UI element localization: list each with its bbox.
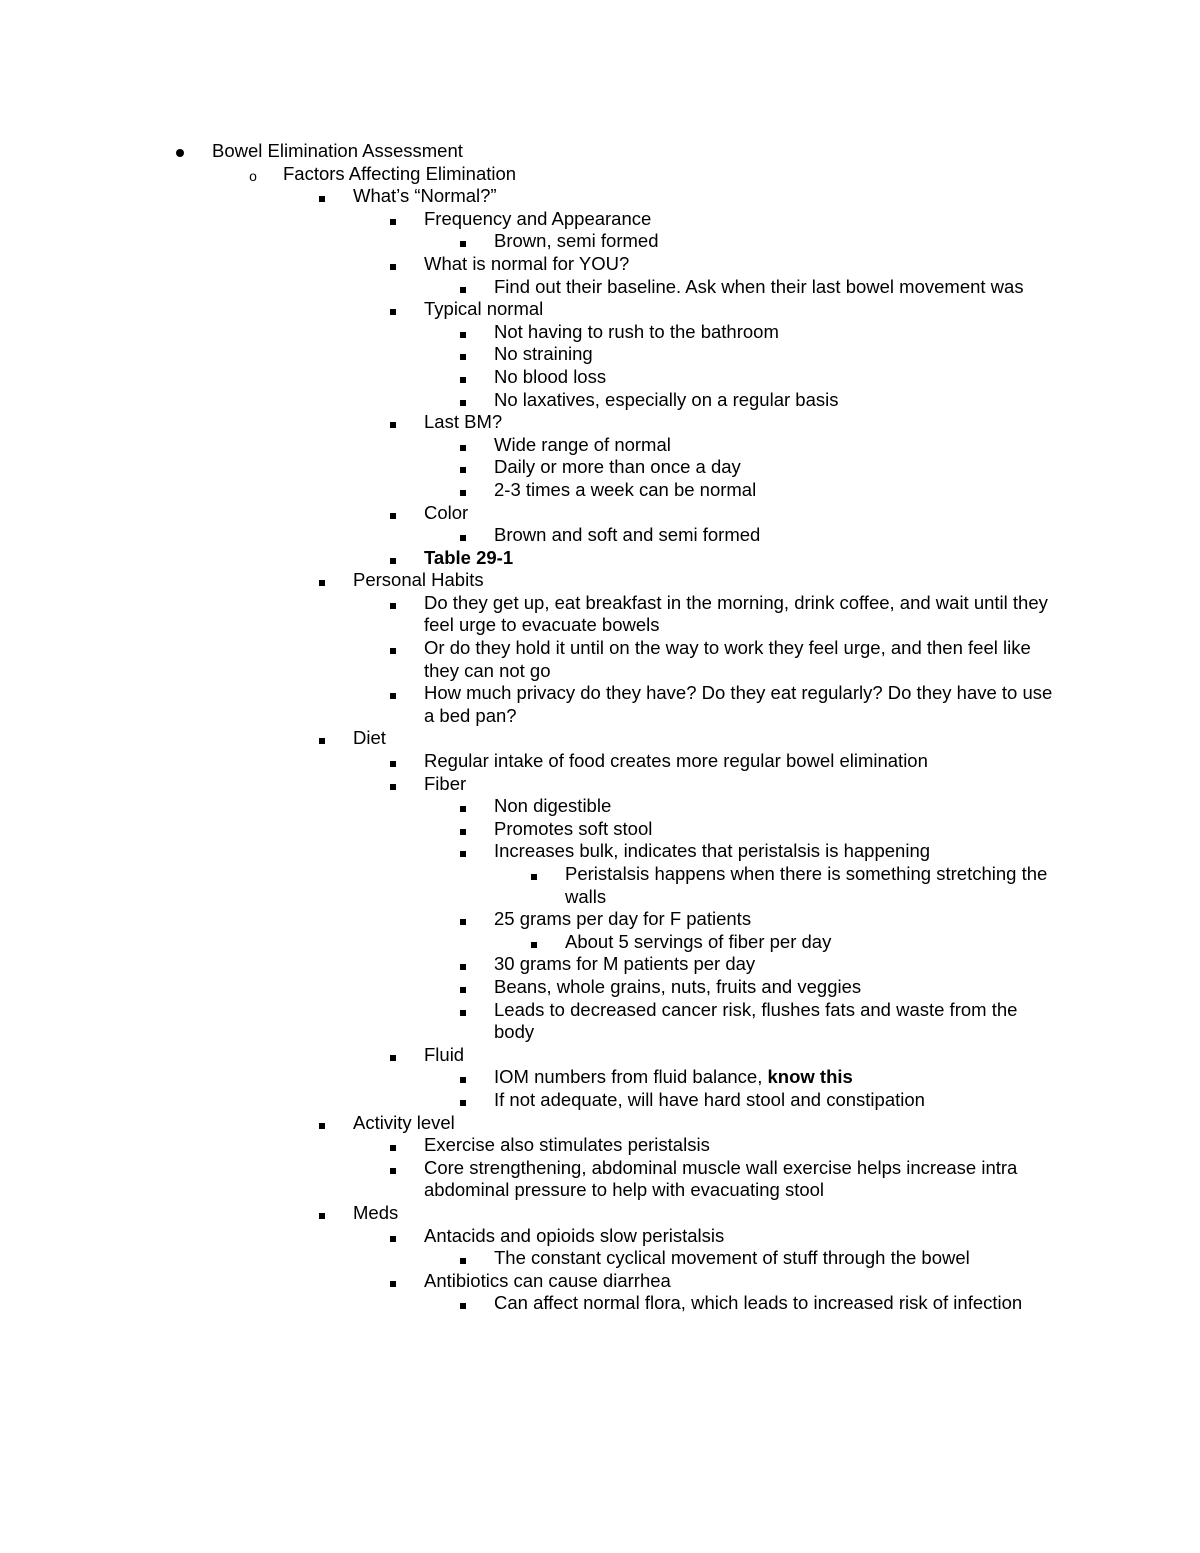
square-bullet-icon <box>453 479 473 502</box>
item-text: Frequency and Appearance <box>424 207 652 229</box>
square-bullet-icon <box>453 343 473 366</box>
list-item <box>0 298 1200 321</box>
list-item <box>0 637 1200 682</box>
list-item <box>0 1225 1200 1248</box>
square-bullet-icon <box>383 298 403 321</box>
list-item <box>0 1044 1200 1067</box>
item-text: Brown, semi formed <box>494 230 659 252</box>
square-bullet-icon <box>383 253 403 276</box>
item-text: Can affect normal flora, which leads to increased risk of infection <box>494 1292 1023 1314</box>
item-text <box>494 1066 1054 1089</box>
list-item <box>0 1247 1200 1270</box>
square-bullet-icon <box>453 818 473 841</box>
list-item <box>0 321 1200 344</box>
square-bullet-icon <box>312 1112 332 1135</box>
square-bullet-icon <box>453 321 473 344</box>
square-bullet-icon <box>383 682 403 705</box>
square-bullet-icon <box>453 434 473 457</box>
square-bullet-icon <box>453 276 473 299</box>
square-bullet-icon <box>383 1270 403 1293</box>
list-item <box>0 208 1200 231</box>
item-text: Or do they hold it until on the way to work they feel urge, and then feel like they can not go <box>424 637 1031 681</box>
item-text: What’s “Normal?” <box>353 185 497 207</box>
square-bullet-icon <box>453 840 473 863</box>
list-item <box>0 502 1200 525</box>
item-text: Diet <box>353 727 386 749</box>
list-item <box>0 727 1200 750</box>
item-text: What is normal for YOU? <box>424 252 630 274</box>
item-text: Activity level <box>353 1111 455 1133</box>
list-item <box>0 163 1200 186</box>
square-bullet-icon <box>524 863 544 886</box>
item-text: About 5 servings of fiber per day <box>565 930 832 952</box>
item-text: Typical normal <box>424 298 544 320</box>
item-text-plain: IOM numbers from fluid balance, <box>494 1066 768 1088</box>
item-text: Exercise also stimulates peristalsis <box>424 1134 710 1156</box>
item-text: Do they get up, eat breakfast in the morning, drink coffee, and wait until they feel urge to evacuate bowels <box>424 591 1048 636</box>
square-bullet-icon <box>524 931 544 954</box>
square-bullet-icon <box>453 908 473 931</box>
square-bullet-icon <box>383 1134 403 1157</box>
item-text: No blood loss <box>494 365 607 387</box>
square-bullet-icon <box>312 1202 332 1225</box>
list-item <box>0 773 1200 796</box>
disc-bullet-icon <box>170 140 190 163</box>
item-text: Increases bulk, indicates that peristalsis is happening <box>494 840 931 862</box>
item-text: Color <box>424 501 469 523</box>
item-text-bold: know this <box>767 1066 853 1088</box>
list-item <box>0 931 1200 954</box>
list-item <box>0 276 1200 299</box>
list-item <box>0 682 1200 727</box>
item-text: Table 29-1 <box>424 546 514 568</box>
item-text: 30 grams for M patients per day <box>494 953 756 975</box>
square-bullet-icon <box>453 1089 473 1112</box>
item-text: Peristalsis happens when there is something stretching the walls <box>565 863 1048 907</box>
square-bullet-icon <box>383 1044 403 1067</box>
square-bullet-icon <box>453 230 473 253</box>
list-item <box>0 863 1200 908</box>
item-text: Not having to rush to the bathroom <box>494 320 779 342</box>
item-text: Personal Habits <box>353 569 484 591</box>
list-item <box>0 750 1200 773</box>
item-text: Non digestible <box>494 795 612 817</box>
list-item <box>0 1292 1200 1315</box>
item-text: Antacids and opioids slow peristalsis <box>424 1224 725 1246</box>
square-bullet-icon <box>383 547 403 570</box>
list-item <box>0 434 1200 457</box>
item-text: Beans, whole grains, nuts, fruits and veggies <box>494 975 862 997</box>
list-item <box>0 411 1200 434</box>
square-bullet-icon <box>453 1247 473 1270</box>
list-item <box>0 389 1200 412</box>
item-text: Antibiotics can cause diarrhea <box>424 1269 671 1291</box>
square-bullet-icon <box>453 524 473 547</box>
item-text: Brown and soft and semi formed <box>494 524 761 546</box>
list-item <box>0 592 1200 637</box>
list-item <box>0 140 1200 163</box>
square-bullet-icon <box>453 795 473 818</box>
list-item <box>0 456 1200 479</box>
list-item <box>0 908 1200 931</box>
item-text: Bowel Elimination Assessment <box>212 140 463 161</box>
square-bullet-icon <box>383 592 403 615</box>
list-item <box>0 253 1200 276</box>
list-item <box>0 1202 1200 1225</box>
item-text: 25 grams per day for F patients <box>494 908 752 930</box>
list-item <box>0 366 1200 389</box>
item-text: How much privacy do they have? Do they eat regularly? Do they have to use a bed pan? <box>424 682 1053 726</box>
item-text: No laxatives, especially on a regular basis <box>494 388 839 410</box>
item-text: Daily or more than once a day <box>494 456 741 478</box>
item-text: Fluid <box>424 1043 465 1065</box>
item-text: The constant cyclical movement of stuff through the bowel <box>494 1247 970 1269</box>
square-bullet-icon <box>383 502 403 525</box>
square-bullet-icon <box>312 727 332 750</box>
square-bullet-icon <box>453 953 473 976</box>
list-item <box>0 818 1200 841</box>
document-page <box>0 140 1200 1315</box>
square-bullet-icon <box>453 456 473 479</box>
list-item <box>0 547 1200 570</box>
list-item <box>0 1134 1200 1157</box>
list-item <box>0 479 1200 502</box>
list-item <box>0 976 1200 999</box>
square-bullet-icon <box>453 366 473 389</box>
square-bullet-icon <box>383 208 403 231</box>
item-text: Factors Affecting Elimination <box>283 162 517 184</box>
square-bullet-icon <box>383 411 403 434</box>
square-bullet-icon <box>383 1225 403 1248</box>
list-item <box>0 1112 1200 1135</box>
item-text: Core strengthening, abdominal muscle wall exercise helps increase intra abdominal pressure to help with evacuating stool <box>424 1156 1018 1201</box>
item-text: Wide range of normal <box>494 433 671 455</box>
square-bullet-icon <box>453 976 473 999</box>
square-bullet-icon <box>312 569 332 592</box>
list-item <box>0 1157 1200 1202</box>
list-item <box>0 795 1200 818</box>
square-bullet-icon <box>383 637 403 660</box>
item-text: Meds <box>353 1201 399 1223</box>
item-text: Promotes soft stool <box>494 817 653 839</box>
square-bullet-icon <box>453 999 473 1022</box>
list-item <box>0 1089 1200 1112</box>
list-item <box>0 185 1200 208</box>
square-bullet-icon <box>453 389 473 412</box>
list-item <box>0 1066 1200 1089</box>
square-bullet-icon <box>383 773 403 796</box>
square-bullet-icon <box>383 750 403 773</box>
square-bullet-icon <box>453 1292 473 1315</box>
item-text: Find out their baseline. Ask when their last bowel movement was <box>494 275 1024 297</box>
circle-bullet-icon: o <box>249 167 257 184</box>
list-item <box>0 524 1200 547</box>
list-item <box>0 840 1200 863</box>
list-item <box>0 343 1200 366</box>
square-bullet-icon <box>383 1157 403 1180</box>
item-text: Fiber <box>424 772 467 794</box>
list-item <box>0 230 1200 253</box>
square-bullet-icon <box>453 1066 473 1089</box>
item-text: 2-3 times a week can be normal <box>494 478 757 500</box>
item-text: If not adequate, will have hard stool and constipation <box>494 1088 925 1110</box>
item-text: No straining <box>494 343 593 365</box>
list-item <box>0 953 1200 976</box>
list-item <box>0 569 1200 592</box>
item-text: Last BM? <box>424 411 503 433</box>
item-text: Regular intake of food creates more regular bowel elimination <box>424 750 928 772</box>
square-bullet-icon <box>312 185 332 208</box>
item-text: Leads to decreased cancer risk, flushes fats and waste from the body <box>494 998 1018 1043</box>
list-item <box>0 999 1200 1044</box>
list-item <box>0 1270 1200 1293</box>
